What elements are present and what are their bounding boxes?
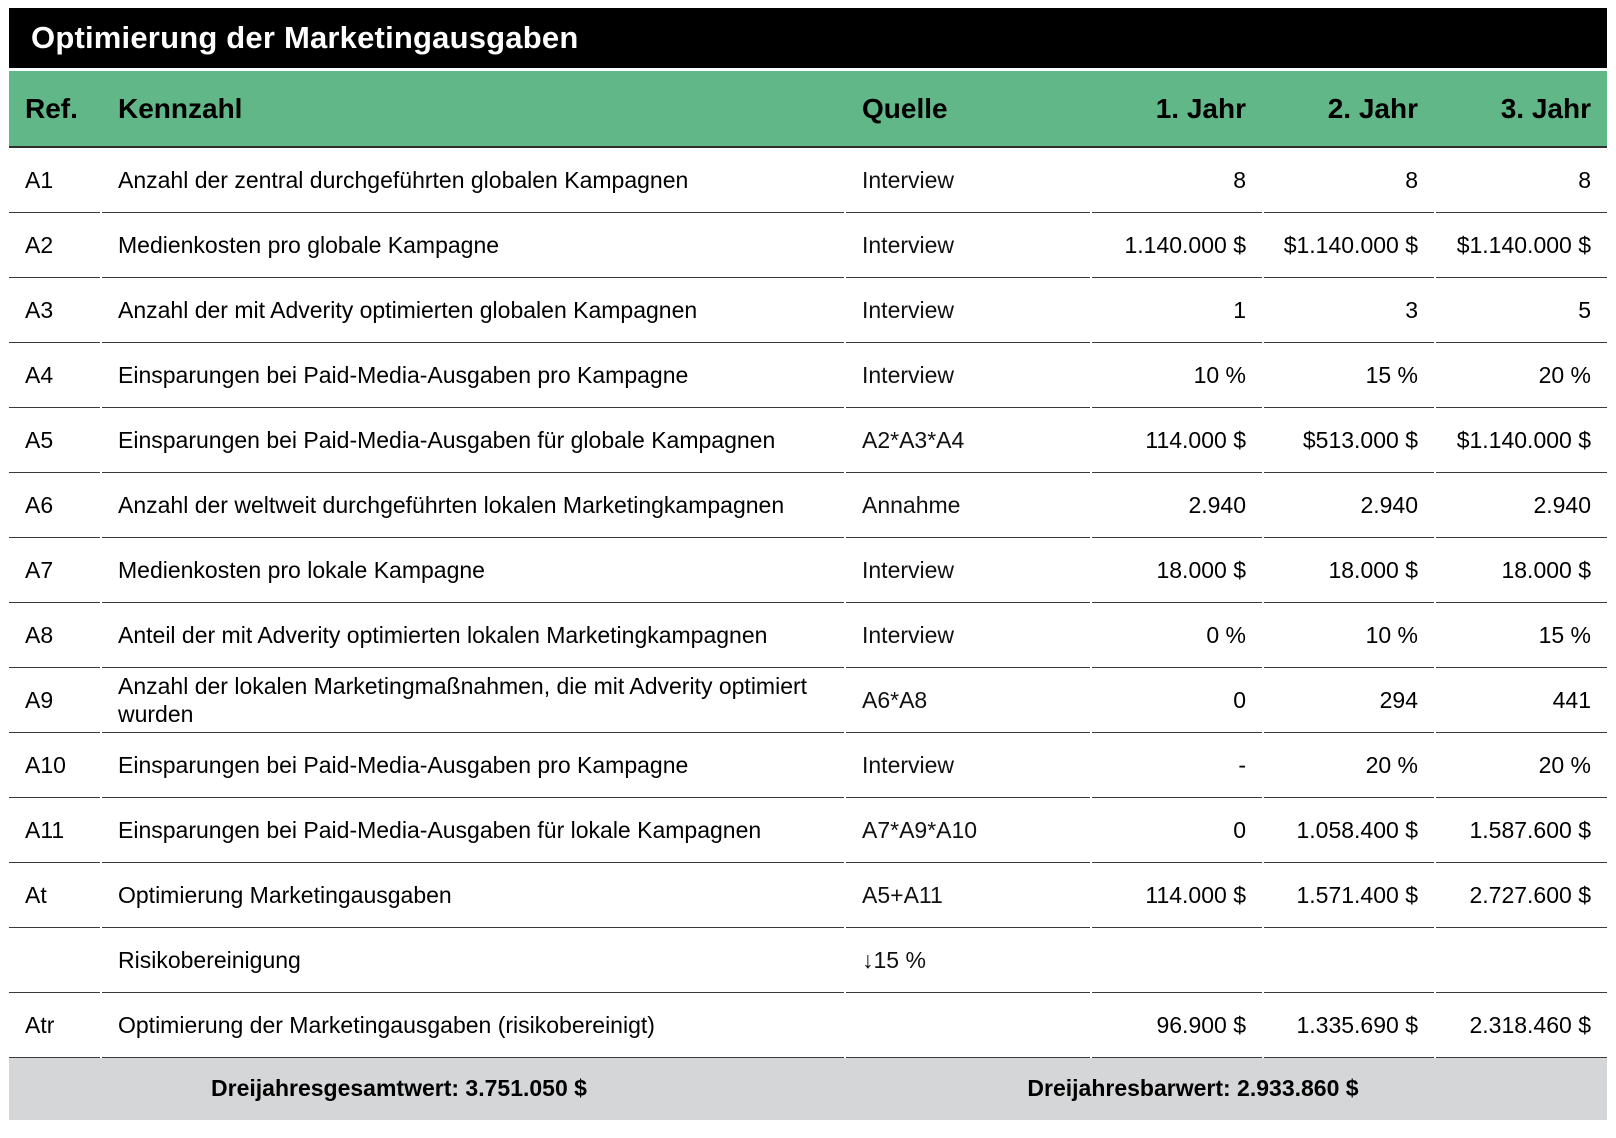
cell-ref: Atr	[9, 992, 101, 1057]
cell-source: Interview	[845, 277, 1091, 342]
cell-ref: A8	[9, 602, 101, 667]
summary-footer	[9, 1058, 1607, 1120]
roi-sheet	[9, 8, 1607, 1120]
cell-ref: A5	[9, 407, 101, 472]
cell-metric: Anzahl der weltweit durchgeführten lokalen Marketingkampagnen	[101, 472, 845, 537]
cell-ref: A4	[9, 342, 101, 407]
cell-year-2: 2.940	[1263, 472, 1435, 537]
header-source: Quelle	[845, 71, 1091, 147]
cell-year-2: 20 %	[1263, 732, 1435, 797]
table-row	[9, 472, 1607, 537]
header-year-1: 1. Jahr	[1091, 71, 1263, 147]
cell-year-1: 0	[1091, 797, 1263, 862]
table-row	[9, 732, 1607, 797]
cell-metric: Einsparungen bei Paid-Media-Ausgaben pro Kampagne	[101, 732, 845, 797]
table-body	[9, 147, 1607, 1057]
cell-ref: At	[9, 862, 101, 927]
cell-year-3: 5	[1435, 277, 1607, 342]
cell-ref: A6	[9, 472, 101, 537]
cell-year-1	[1091, 927, 1263, 992]
cell-year-3: $1.140.000 $	[1435, 212, 1607, 277]
cell-metric: Anzahl der mit Adverity optimierten globalen Kampagnen	[101, 277, 845, 342]
cell-year-1: 1.140.000 $	[1091, 212, 1263, 277]
cell-year-3: 20 %	[1435, 732, 1607, 797]
cell-year-2: 1.058.400 $	[1263, 797, 1435, 862]
cell-ref: A9	[9, 667, 101, 732]
cell-metric: Medienkosten pro lokale Kampagne	[101, 537, 845, 602]
cell-metric: Anzahl der lokalen Marketingmaßnahmen, die mit Adverity optimiert wurden	[101, 667, 845, 732]
cell-year-3: 8	[1435, 147, 1607, 212]
cell-ref: A2	[9, 212, 101, 277]
cell-source: Annahme	[845, 472, 1091, 537]
three-year-total: Dreijahresgesamtwert: 3.751.050 $	[211, 1075, 587, 1101]
cell-metric: Risikobereinigung	[101, 927, 845, 992]
cell-year-2: 10 %	[1263, 602, 1435, 667]
page-title: Optimierung der Marketingausgaben	[9, 8, 1607, 68]
table-header-row	[9, 71, 1607, 147]
table-row	[9, 342, 1607, 407]
header-ref: Ref.	[9, 71, 101, 147]
cell-year-1: 8	[1091, 147, 1263, 212]
cell-source: ↓15 %	[845, 927, 1091, 992]
cell-metric: Optimierung der Marketingausgaben (risikobereinigt)	[101, 992, 845, 1057]
cell-source: A2*A3*A4	[845, 407, 1091, 472]
three-year-present-value: Dreijahresbarwert: 2.933.860 $	[1027, 1075, 1359, 1101]
cell-year-2: 1.571.400 $	[1263, 862, 1435, 927]
cell-source: Interview	[845, 147, 1091, 212]
cell-year-2: 294	[1263, 667, 1435, 732]
cell-metric: Einsparungen bei Paid-Media-Ausgaben für globale Kampagnen	[101, 407, 845, 472]
cell-year-1: 114.000 $	[1091, 407, 1263, 472]
cell-ref: A7	[9, 537, 101, 602]
cell-year-3: 2.727.600 $	[1435, 862, 1607, 927]
table-row	[9, 602, 1607, 667]
cell-year-3: 18.000 $	[1435, 537, 1607, 602]
cell-metric: Einsparungen bei Paid-Media-Ausgaben pro Kampagne	[101, 342, 845, 407]
cell-year-3: $1.140.000 $	[1435, 407, 1607, 472]
cell-source	[845, 992, 1091, 1057]
cell-ref: A11	[9, 797, 101, 862]
cell-year-2: 3	[1263, 277, 1435, 342]
cell-year-1: -	[1091, 732, 1263, 797]
cell-ref: A10	[9, 732, 101, 797]
cell-source: Interview	[845, 537, 1091, 602]
table-row	[9, 927, 1607, 992]
cell-ref: A3	[9, 277, 101, 342]
cell-ref: A1	[9, 147, 101, 212]
cell-year-1: 10 %	[1091, 342, 1263, 407]
cell-year-1: 0 %	[1091, 602, 1263, 667]
cell-year-2: $513.000 $	[1263, 407, 1435, 472]
table-row	[9, 797, 1607, 862]
cell-year-3: 441	[1435, 667, 1607, 732]
cell-year-1: 1	[1091, 277, 1263, 342]
cell-year-2: $1.140.000 $	[1263, 212, 1435, 277]
cell-source: Interview	[845, 602, 1091, 667]
cell-source: A5+A11	[845, 862, 1091, 927]
table-row	[9, 862, 1607, 927]
cell-year-2: 1.335.690 $	[1263, 992, 1435, 1057]
cell-source: A6*A8	[845, 667, 1091, 732]
cell-source: Interview	[845, 732, 1091, 797]
table-row	[9, 212, 1607, 277]
cell-year-1: 114.000 $	[1091, 862, 1263, 927]
cell-year-2: 15 %	[1263, 342, 1435, 407]
table-row	[9, 537, 1607, 602]
cell-ref	[9, 927, 101, 992]
cell-year-1: 18.000 $	[1091, 537, 1263, 602]
cell-year-2: 18.000 $	[1263, 537, 1435, 602]
cell-year-3: 2.318.460 $	[1435, 992, 1607, 1057]
table-row	[9, 407, 1607, 472]
cell-year-2: 8	[1263, 147, 1435, 212]
table-row	[9, 667, 1607, 732]
cell-metric: Anteil der mit Adverity optimierten lokalen Marketingkampagnen	[101, 602, 845, 667]
header-year-3: 3. Jahr	[1435, 71, 1607, 147]
cell-year-3: 1.587.600 $	[1435, 797, 1607, 862]
cell-year-3	[1435, 927, 1607, 992]
header-year-2: 2. Jahr	[1263, 71, 1435, 147]
cell-year-1: 0	[1091, 667, 1263, 732]
cell-year-1: 96.900 $	[1091, 992, 1263, 1057]
cell-year-3: 15 %	[1435, 602, 1607, 667]
table-row	[9, 277, 1607, 342]
table-row	[9, 992, 1607, 1057]
cell-year-3: 20 %	[1435, 342, 1607, 407]
cell-year-2	[1263, 927, 1435, 992]
cell-metric: Einsparungen bei Paid-Media-Ausgaben für lokale Kampagnen	[101, 797, 845, 862]
cell-source: Interview	[845, 212, 1091, 277]
cell-metric: Anzahl der zentral durchgeführten globalen Kampagnen	[101, 147, 845, 212]
cell-source: Interview	[845, 342, 1091, 407]
header-metric: Kennzahl	[101, 71, 845, 147]
table-row	[9, 147, 1607, 212]
cell-year-1: 2.940	[1091, 472, 1263, 537]
metrics-table	[9, 71, 1607, 1058]
cell-metric: Optimierung Marketingausgaben	[101, 862, 845, 927]
cell-year-3: 2.940	[1435, 472, 1607, 537]
cell-source: A7*A9*A10	[845, 797, 1091, 862]
cell-metric: Medienkosten pro globale Kampagne	[101, 212, 845, 277]
